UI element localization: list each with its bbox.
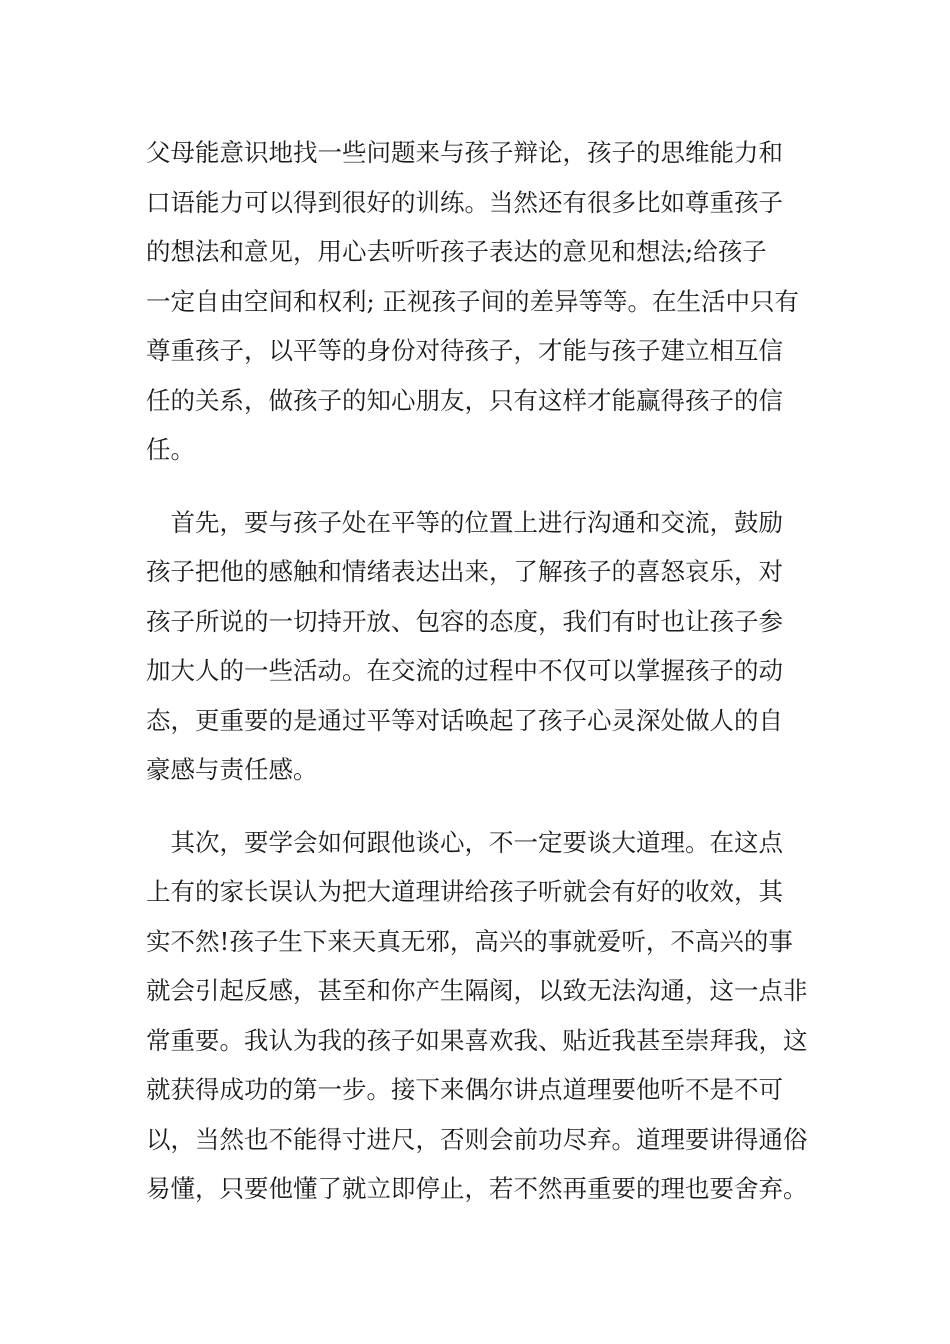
- text-line: 易懂，只要他懂了就立即停止，若不然再重要的理也要舍弃。: [146, 1174, 808, 1203]
- text-line: 态，更重要的是通过平等对话唤起了孩子心灵深处做人的自: [146, 705, 783, 735]
- text-line: 孩子把他的感触和情绪表达出来，了解孩子的喜怒哀乐，对: [146, 557, 783, 586]
- text-line: 父母能意识地找一些问题来与孩子辩论，孩子的思维能力和: [146, 138, 783, 167]
- body-text: [146, 128, 810, 1214]
- text-line: 尊重孩子，以平等的身份对待孩子，才能与孩子建立相互信: [146, 336, 783, 365]
- text-line: 实不然!孩子生下来天真无邪，高兴的事就爱听，不高兴的事: [146, 926, 793, 956]
- text-line: 一定自由空间和权利; 正视孩子间的差异等等。在生活中只有: [146, 286, 800, 316]
- paragraph-spacer: [146, 475, 810, 498]
- text-line: 任的关系，做孩子的知心朋友，只有这样才能赢得孩子的信: [146, 385, 783, 415]
- text-line: 孩子所说的一切持开放、包容的态度，我们有时也让孩子参: [146, 606, 783, 636]
- paragraph-2: [146, 498, 810, 795]
- text-line: 任。: [146, 435, 195, 464]
- text-line: 其次，要学会如何跟他谈心，不一定要谈大道理。在这点: [146, 827, 783, 857]
- paragraph-spacer: [146, 795, 810, 818]
- text-line: 首先，要与孩子处在平等的位置上进行沟通和交流，鼓励: [146, 507, 783, 537]
- text-line: 以，当然也不能得寸进尺，否则会前功尽弃。道理要讲得通俗: [146, 1124, 808, 1154]
- text-line: 就获得成功的第一步。接下来偶尔讲点道理要他听不是不可: [146, 1075, 783, 1104]
- text-line: 就会引起反感，甚至和你产生隔阂，以致无法沟通，这一点非: [146, 976, 808, 1005]
- text-line: 常重要。我认为我的孩子如果喜欢我、贴近我甚至崇拜我，这: [146, 1025, 808, 1055]
- text-line: 的想法和意见，用心去听听孩子表达的意见和想法;给孩子: [146, 237, 767, 266]
- paragraph-3: [146, 818, 810, 1214]
- text-line: 上有的家长误认为把大道理讲给孩子听就会有好的收效，其: [146, 877, 783, 906]
- paragraph-1: [146, 128, 810, 475]
- text-line: 加大人的一些活动。在交流的过程中不仅可以掌握孩子的动: [146, 656, 783, 685]
- text-line: 豪感与责任感。: [146, 755, 318, 784]
- text-line: 口语能力可以得到很好的训练。当然还有很多比如尊重孩子: [146, 187, 783, 217]
